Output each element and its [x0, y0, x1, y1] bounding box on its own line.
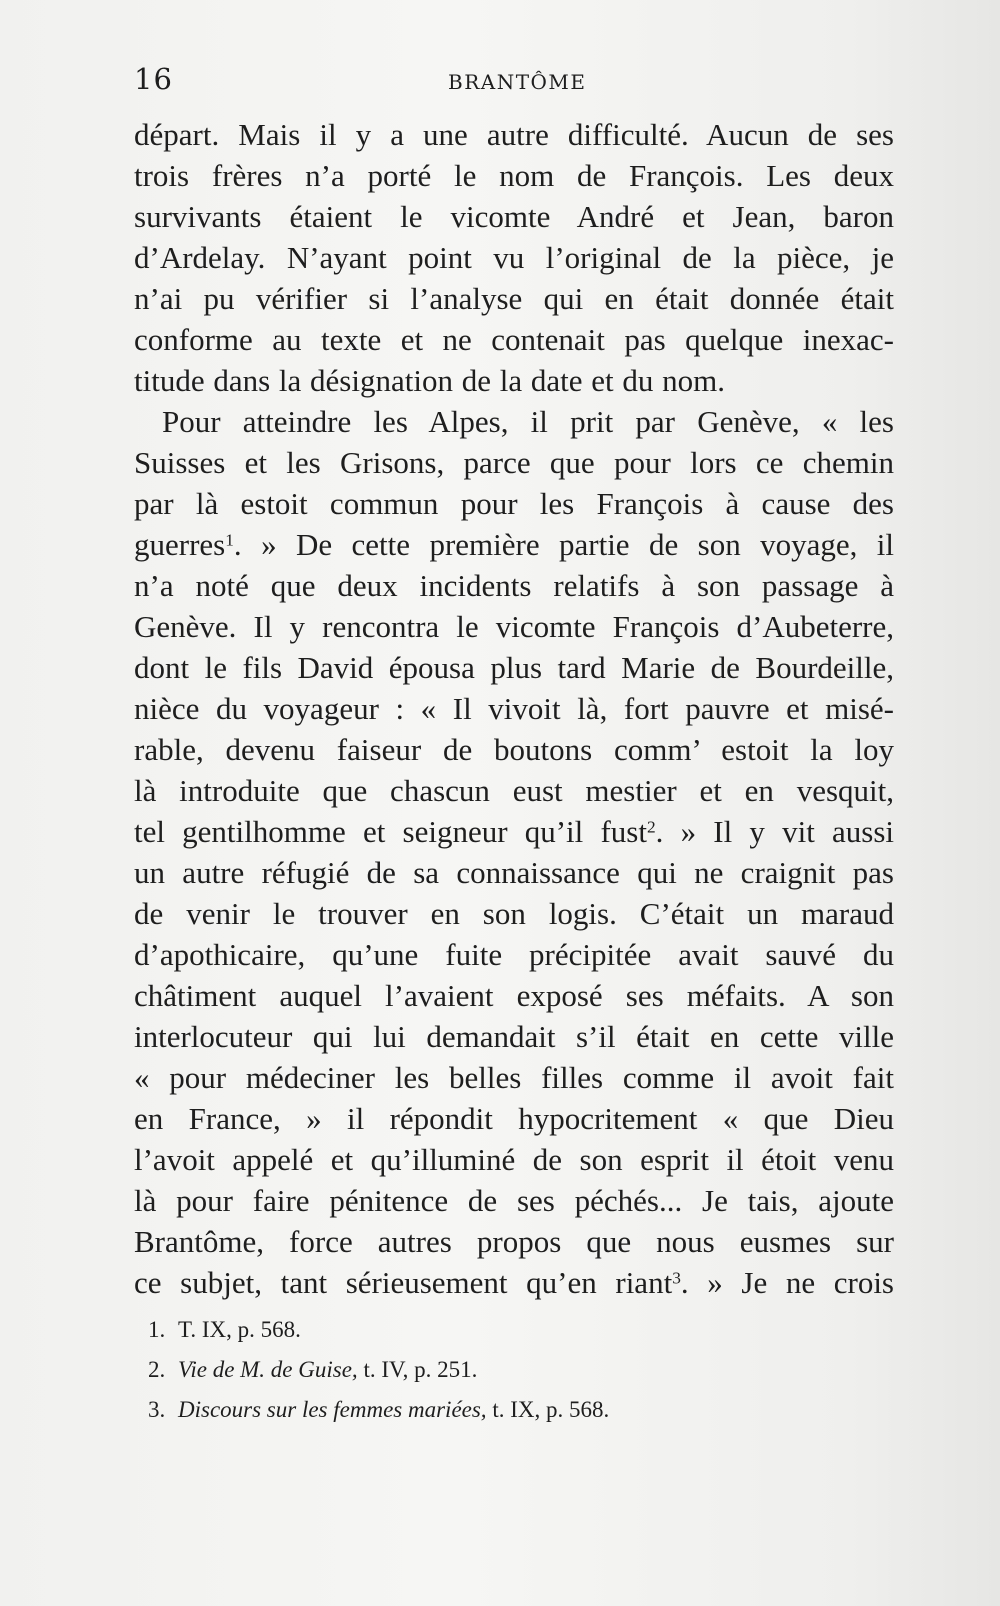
text-segment: . » Il y vit aussi: [655, 814, 894, 849]
text-line: Brantôme, force autres propos que nous eusmes sur: [134, 1224, 894, 1259]
text-line: [134, 524, 894, 565]
text-line: conforme au texte et ne contenait pas quelque inexac-: [134, 322, 894, 357]
footnote-ref[interactable]: 2: [646, 817, 656, 837]
body-text: [134, 114, 894, 1303]
running-title: BRANTÔME: [448, 70, 587, 94]
text-line: « pour médeciner les belles filles comme il avoit fait: [134, 1060, 894, 1095]
text-line: trois frères n’a porté le nom de François. Les deux: [134, 158, 894, 193]
footnote-number: 1.: [148, 1317, 166, 1342]
text-line: Suisses et les Grisons, parce que pour lors ce chemin: [134, 445, 894, 480]
text-line: châtiment auquel l’avaient exposé ses méfaits. A son: [134, 978, 894, 1013]
footnote: [148, 1350, 888, 1390]
page-number: 16: [134, 62, 173, 96]
text-segment: . » De cette première partie de son voyage, il: [233, 527, 894, 562]
text-segment: . » Je ne crois: [680, 1265, 894, 1300]
text-line: dont le fils David épousa plus tard Marie de Bourdeille,: [134, 650, 894, 685]
footnote-number: 2.: [148, 1357, 166, 1382]
footnote-ref[interactable]: 1: [225, 530, 234, 550]
text-line: là pour faire pénitence de ses péchés... Je tais, ajoute: [134, 1183, 894, 1218]
footnotes: [148, 1310, 888, 1430]
text-segment: ce subjet, tant sérieusement qu’en riant: [134, 1265, 673, 1300]
text-segment: tel gentilhomme et seigneur qu’il fust: [134, 814, 647, 849]
text-line: d’apothicaire, qu’une fuite précipitée avait sauvé du: [134, 937, 894, 972]
text-line: [134, 811, 894, 852]
footnote-text: t. IX, p. 568.: [486, 1397, 610, 1422]
text-line: n’ai pu vérifier si l’analyse qui en était donnée était: [134, 281, 894, 316]
text-line: Genève. Il y rencontra le vicomte François d’Aubeterre,: [134, 609, 894, 644]
text-line: l’avoit appelé et qu’illuminé de son esprit il étoit venu: [134, 1142, 894, 1177]
text-line: départ. Mais il y a une autre difficulté. Aucun de ses: [134, 117, 894, 152]
text-line: de venir le trouver en son logis. C’était un maraud: [134, 896, 894, 931]
text-line: par là estoit commun pour les François à cause des: [134, 486, 894, 521]
text-line: interlocuteur qui lui demandait s’il était en cette ville: [134, 1019, 894, 1054]
text-line: en France, » il répondit hypocritement « que Dieu: [134, 1101, 894, 1136]
text-line: survivants étaient le vicomte André et Jean, baron: [134, 199, 894, 234]
footnote-title: Discours sur les femmes mariées,: [178, 1397, 487, 1422]
footnote: [148, 1390, 888, 1430]
text-line: d’Ardelay. N’ayant point vu l’original de la pièce, je: [134, 240, 894, 275]
footnote-text: T. IX, p. 568.: [178, 1317, 301, 1342]
text-line: [134, 1262, 894, 1303]
text-line: Pour atteindre les Alpes, il prit par Genève, « les: [162, 404, 894, 439]
text-line: nièce du voyageur : « Il vivoit là, fort pauvre et misé-: [134, 691, 894, 726]
footnote: [148, 1310, 888, 1350]
footnote-title: Vie de M. de Guise,: [178, 1357, 358, 1382]
footnote-text: t. IV, p. 251.: [357, 1357, 478, 1382]
text-line: n’a noté que deux incidents relatifs à son passage à: [134, 568, 894, 603]
text-line: titude dans la désignation de la date et du nom.: [134, 363, 725, 398]
text-line: rable, devenu faiseur de boutons comm’ estoit la loy: [134, 732, 894, 767]
text-segment: guerres: [134, 527, 226, 562]
footnote-ref[interactable]: 3: [672, 1268, 681, 1288]
page-header: [134, 62, 894, 102]
text-line: là introduite que chascun eust mestier et en vesquit,: [134, 773, 894, 808]
text-line: un autre réfugié de sa connaissance qui ne craignit pas: [134, 855, 894, 890]
footnote-number: 3.: [148, 1397, 166, 1422]
